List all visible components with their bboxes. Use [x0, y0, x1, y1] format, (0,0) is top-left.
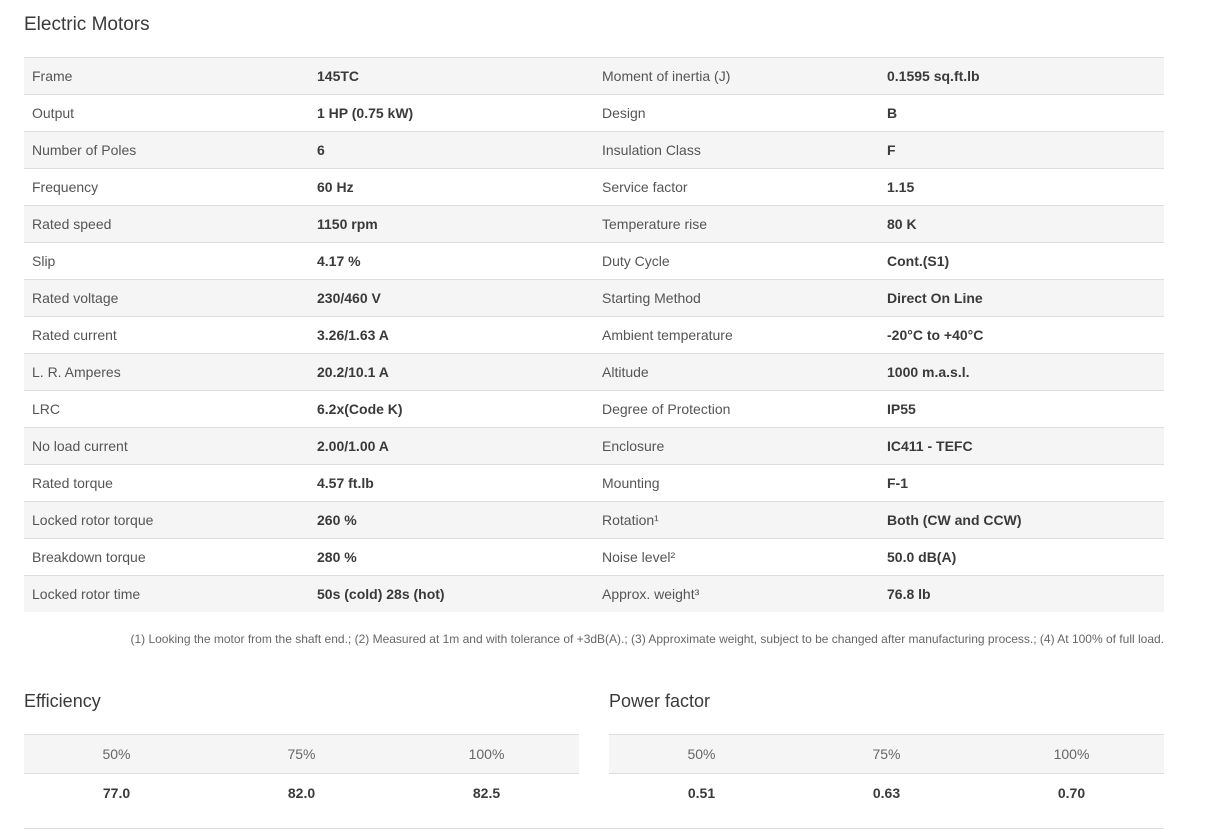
spec-value: 0.1595 sq.ft.lb — [879, 58, 1164, 95]
spec-value: 4.57 ft.lb — [309, 465, 594, 502]
spec-value: Both (CW and CCW) — [879, 502, 1164, 539]
spec-value: 50.0 dB(A) — [879, 539, 1164, 576]
spec-label: Rated torque — [24, 465, 309, 502]
spec-label: No load current — [24, 428, 309, 465]
spec-label: Enclosure — [594, 428, 879, 465]
table-row — [24, 206, 1164, 243]
efficiency-load-header: 100% — [394, 735, 579, 774]
table-header-row — [609, 735, 1164, 774]
spec-value: 260 % — [309, 502, 594, 539]
efficiency-load-header: 50% — [24, 735, 209, 774]
table-row — [24, 58, 1164, 95]
spec-label: Design — [594, 95, 879, 132]
table-row — [24, 502, 1164, 539]
divider — [24, 828, 1164, 829]
power-factor-table — [609, 734, 1164, 812]
table-row — [24, 243, 1164, 280]
spec-label: Altitude — [594, 354, 879, 391]
spec-label: Frame — [24, 58, 309, 95]
spec-value: 145TC — [309, 58, 594, 95]
spec-value: 2.00/1.00 A — [309, 428, 594, 465]
spec-label: Breakdown torque — [24, 539, 309, 576]
spec-value: -20°C to +40°C — [879, 317, 1164, 354]
spec-value: F — [879, 132, 1164, 169]
power-factor-load-header: 50% — [609, 735, 794, 774]
spec-label: Frequency — [24, 169, 309, 206]
spec-label: Locked rotor time — [24, 576, 309, 613]
spec-label: Rated current — [24, 317, 309, 354]
efficiency-value: 82.5 — [472, 785, 501, 801]
power-factor-value: 0.63 — [872, 785, 901, 801]
spec-label: Rated speed — [24, 206, 309, 243]
spec-label: Duty Cycle — [594, 243, 879, 280]
spec-value: 50s (cold) 28s (hot) — [309, 576, 594, 613]
table-row — [24, 95, 1164, 132]
spec-value: 60 Hz — [309, 169, 594, 206]
spec-label: Output — [24, 95, 309, 132]
table-header-row — [24, 735, 579, 774]
spec-value: 6 — [309, 132, 594, 169]
spec-label: Approx. weight³ — [594, 576, 879, 613]
spec-label: Temperature rise — [594, 206, 879, 243]
table-row — [24, 354, 1164, 391]
efficiency-title: Efficiency — [24, 691, 101, 711]
power-factor-value: 0.51 — [687, 785, 716, 801]
power-factor-load-header: 75% — [794, 735, 979, 774]
spec-value: 80 K — [879, 206, 1164, 243]
spec-value: Cont.(S1) — [879, 243, 1164, 280]
spec-value: F-1 — [879, 465, 1164, 502]
spec-label: Slip — [24, 243, 309, 280]
spec-value: 280 % — [309, 539, 594, 576]
spec-value: 4.17 % — [309, 243, 594, 280]
table-row — [24, 428, 1164, 465]
spec-label: Locked rotor torque — [24, 502, 309, 539]
spec-label: Degree of Protection — [594, 391, 879, 428]
power-factor-value: 0.70 — [1057, 785, 1086, 801]
spec-label: Moment of inertia (J) — [594, 58, 879, 95]
spec-label: LRC — [24, 391, 309, 428]
efficiency-load-header: 75% — [209, 735, 394, 774]
spec-value: B — [879, 95, 1164, 132]
spec-label: Mounting — [594, 465, 879, 502]
table-row — [24, 132, 1164, 169]
efficiency-table — [24, 734, 579, 812]
spec-label: Service factor — [594, 169, 879, 206]
power-factor-title: Power factor — [609, 691, 711, 711]
spec-value: 230/460 V — [309, 280, 594, 317]
spec-label: L. R. Amperes — [24, 354, 309, 391]
spec-label: Noise level² — [594, 539, 879, 576]
spec-value: 1150 rpm — [309, 206, 594, 243]
efficiency-value: 77.0 — [102, 785, 131, 801]
spec-label: Ambient temperature — [594, 317, 879, 354]
spec-label: Rotation¹ — [594, 502, 879, 539]
page-title: Electric Motors — [24, 14, 150, 35]
spec-value: 6.2x(Code K) — [309, 391, 594, 428]
table-row — [609, 774, 1164, 813]
spec-label: Number of Poles — [24, 132, 309, 169]
table-row — [24, 280, 1164, 317]
spec-label: Starting Method — [594, 280, 879, 317]
specs-table — [24, 57, 1164, 612]
table-row — [24, 539, 1164, 576]
spec-value: 20.2/10.1 A — [309, 354, 594, 391]
power-factor-load-header: 100% — [979, 735, 1164, 774]
table-row — [24, 774, 579, 813]
table-row — [24, 576, 1164, 613]
spec-value: Direct On Line — [879, 280, 1164, 317]
spec-value: 1.15 — [879, 169, 1164, 206]
spec-label: Insulation Class — [594, 132, 879, 169]
table-row — [24, 317, 1164, 354]
spec-value: 1 HP (0.75 kW) — [309, 95, 594, 132]
spec-value: 3.26/1.63 A — [309, 317, 594, 354]
table-row — [24, 391, 1164, 428]
footnote: (1) Looking the motor from the shaft end.; (2) Measured at 1m and with tolerance of +3dB(A).; (3) Approximate weight, subject to be changed after manufacturing process.; (4) At 100% of full load. — [130, 632, 1164, 646]
spec-value: IP55 — [879, 391, 1164, 428]
efficiency-value: 82.0 — [287, 785, 316, 801]
spec-value: 76.8 lb — [879, 576, 1164, 613]
spec-value: 1000 m.a.s.l. — [879, 354, 1164, 391]
spec-label: Rated voltage — [24, 280, 309, 317]
table-row — [24, 169, 1164, 206]
table-row — [24, 465, 1164, 502]
spec-value: IC411 - TEFC — [879, 428, 1164, 465]
